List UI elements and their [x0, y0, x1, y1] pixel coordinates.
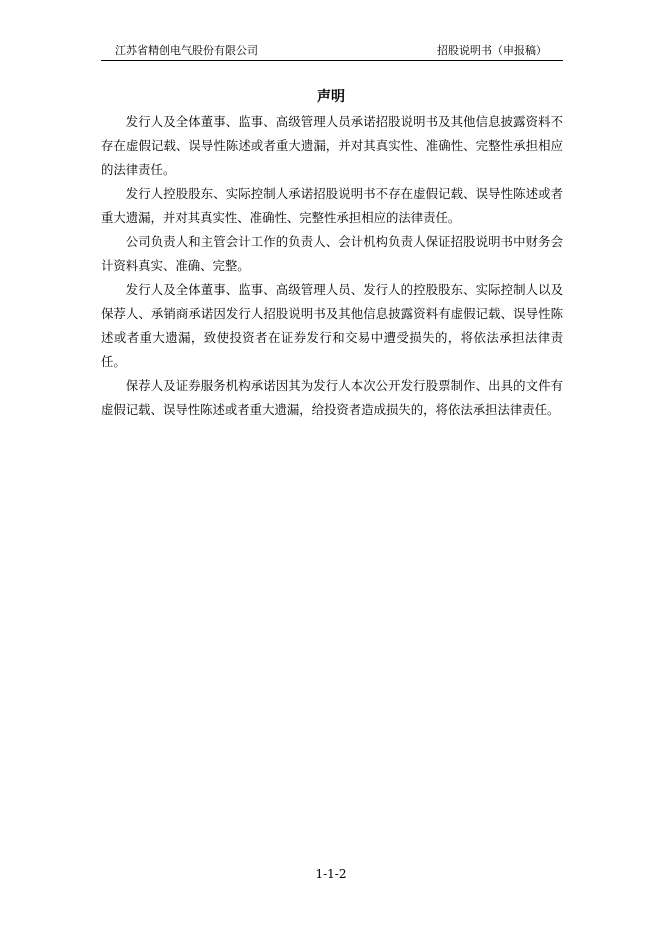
declaration-body — [101, 110, 563, 422]
declaration-paragraph-3: 公司负责人和主管会计工作的负责人、会计机构负责人保证招股说明书中财务会计资料真实、准确、完整。 — [101, 234, 563, 273]
page-header — [101, 42, 563, 61]
page-title: 声明 — [317, 89, 345, 105]
header-document-title: 招股说明书（申报稿） — [437, 44, 547, 57]
header-company-name: 江苏省精创电气股份有限公司 — [115, 44, 258, 57]
declaration-paragraph-4: 发行人及全体董事、监事、高级管理人员、发行人的控股股东、实际控制人以及保荐人、承销商承诺因发行人招股说明书及其他信息披露资料有虚假记载、误导性陈述或者重大遗漏，致使投资者在证券发行和交易中遭受损失的，将依法承担法律责任。 — [101, 282, 563, 369]
declaration-paragraph-1: 发行人及全体董事、监事、高级管理人员承诺招股说明书及其他信息披露资料不存在虚假记载、误导性陈述或者重大遗漏，并对其真实性、准确性、完整性承担相应的法律责任。 — [101, 114, 563, 177]
declaration-paragraph-5: 保荐人及证券服务机构承诺因其为发行人本次公开发行股票制作、出具的文件有虚假记载、误导性陈述或者重大遗漏，给投资者造成损失的，将依法承担法律责任。 — [101, 378, 563, 417]
declaration-paragraph-2: 发行人控股股东、实际控制人承诺招股说明书不存在虚假记载、误导性陈述或者重大遗漏，并对其真实性、准确性、完整性承担相应的法律责任。 — [101, 186, 563, 225]
page-number: 1-1-2 — [315, 867, 347, 881]
